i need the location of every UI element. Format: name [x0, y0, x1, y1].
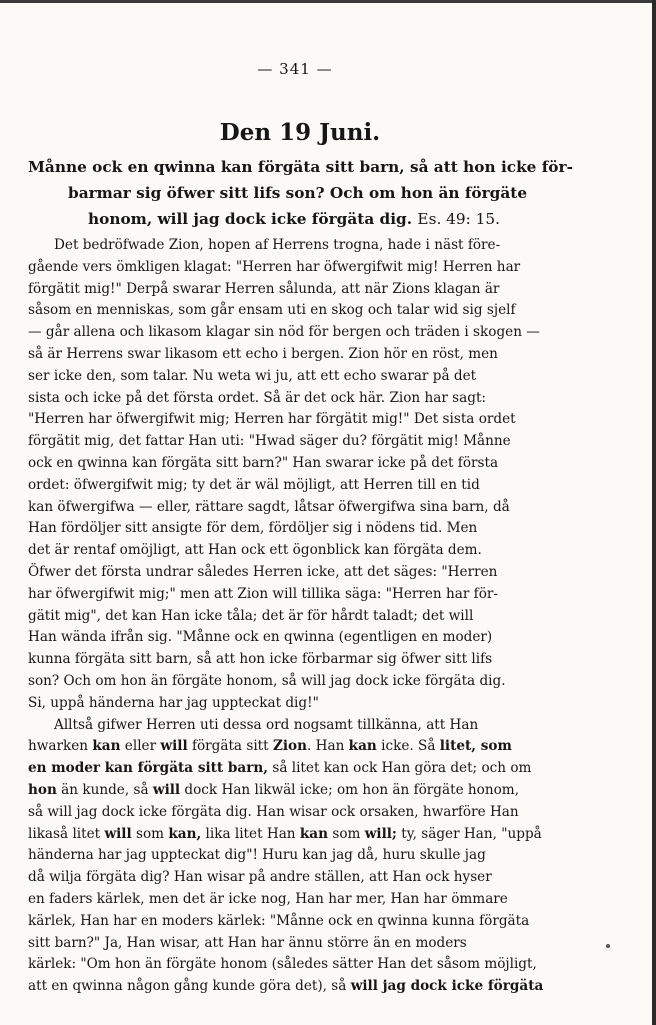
text-segment: händerna har jag uppteckat dig"! Huru kan jag då, huru skulle jag — [28, 847, 486, 864]
print-speck — [606, 944, 610, 948]
page-title: Den 19 Juni. — [219, 119, 381, 146]
text-line — [28, 758, 580, 780]
paragraph-2 — [28, 715, 580, 998]
paragraph-1 — [28, 235, 580, 715]
text-line — [28, 824, 580, 846]
text-line: gående vers ömkligen klagat: "Herren har öfwergifwit mig! Herren har — [28, 258, 521, 275]
text-segment: Alltså gifwer Herren uti dessa ord nogsamt tillkänna, att Han — [54, 716, 479, 733]
text-line: kan öfwergifwa — eller, rättare sagdt, låtsar öfwergifwa sina barn, då — [28, 498, 510, 515]
emphasis-text: kan — [348, 738, 377, 755]
text-line: son? Och om hon än förgäte honom, så will jag dock icke förgäta dig. — [28, 672, 506, 689]
text-line: Det bedröfwade Zion, hopen af Herrens trogna, hade i näst före- — [54, 237, 501, 253]
emphasis-text: hon — [28, 781, 57, 798]
text-line — [28, 976, 580, 998]
text-segment: då wilja förgäta dig? Han wisar på andre ställen, att Han ock hyser — [28, 869, 492, 886]
lead-line-3-text: honom, will jag dock icke förgäta dig. — [88, 210, 413, 228]
text-line: Han fördöljer sitt ansigte för dem, fördöljer sig i nödens tid. Men — [28, 520, 478, 537]
text-line: Öfwer det första undrar således Herren icke, att det säges: "Herren — [28, 563, 498, 580]
emphasis-text: kan, — [168, 825, 202, 842]
text-line: ser icke den, som talar. Nu weta wi ju, att ett echo swarar på det — [28, 367, 477, 384]
text-line: kunna förgäta sitt barn, så att hon icke förbarmar sig öfwer sitt lifs — [28, 651, 493, 668]
text-line: det är rentaf omöjligt, att Han ock ett ögonblick kan förgäta dem. — [28, 542, 482, 559]
emphasis-text: will — [104, 825, 132, 842]
text-line: så är Herrens swar likasom ett echo i bergen. Zion hör en röst, men — [28, 345, 498, 362]
text-segment: sitt barn?" Ja, Han wisar, att Han har ännu större än en moders — [28, 934, 467, 951]
lead-line-1: Månne ock en qwinna kan förgäta sitt barn, så att hon icke för- — [28, 158, 573, 176]
text-line: "Herren har öfwergifwit mig; Herren har förgätit mig!" Det sista ordet — [28, 411, 516, 428]
text-line — [28, 954, 580, 976]
body-text — [28, 235, 580, 998]
text-segment: så litet kan ock Han göra det; och om — [268, 760, 532, 777]
text-segment: eller — [120, 738, 161, 755]
text-line — [28, 736, 580, 758]
text-line: Han wända ifrån sig. "Månne ock en qwinna (egentligen en moder) — [28, 629, 493, 646]
text-segment: hwarken — [28, 738, 93, 755]
emphasis-text: will — [152, 781, 181, 798]
scripture-reference: Es. 49: 15. — [417, 210, 500, 228]
page-top-edge — [0, 0, 656, 3]
text-line: förgätit mig!" Derpå swarar Herren sålunda, att när Zions klagan är — [28, 280, 500, 297]
text-line: har öfwergifwit mig;" men att Zion will tillika säga: "Herren har för- — [28, 585, 498, 602]
emphasis-text: en moder kan förgäta sitt barn, — [28, 760, 269, 777]
text-line — [28, 933, 580, 955]
text-segment: . Han — [306, 738, 349, 755]
text-segment: att en qwinna någon gång kunde göra det), så — [28, 978, 351, 995]
lead-line-2: barmar sig öfwer sitt lifs son? Och om hon än förgäte — [68, 184, 528, 202]
text-segment: dock Han likwäl icke; om hon än förgäte honom, — [180, 781, 520, 798]
text-line: sista och icke på det första ordet. Så är det ock här. Zion har sagt: — [28, 389, 487, 406]
text-segment: som — [328, 825, 365, 842]
emphasis-text: litet, som — [439, 738, 512, 755]
page-number: — 341 — — [257, 60, 333, 78]
text-line: gätit mig", det kan Han icke tåla; det är för hårdt taladt; det will — [28, 607, 474, 624]
emphasis-text: kan — [92, 738, 121, 755]
text-line — [28, 802, 580, 824]
text-segment: förgäta sitt — [187, 738, 273, 755]
text-line — [28, 715, 580, 737]
emphasis-text: will — [160, 738, 188, 755]
text-line — [28, 845, 580, 867]
emphasis-text: kan — [299, 825, 329, 842]
text-segment: kärlek, Han har en moders kärlek: "Månne ock en qwinna kunna förgäta — [28, 912, 530, 929]
text-line — [28, 867, 580, 889]
text-line — [28, 889, 580, 911]
text-line: ock en qwinna kan förgäta sitt barn?" Han swarar icke på det första — [28, 454, 499, 471]
emphasis-text: will; — [364, 825, 397, 842]
emphasis-text: Zion — [272, 738, 307, 755]
text-line — [28, 780, 580, 802]
text-segment: likaså litet — [28, 825, 105, 842]
text-line: såsom en menniskas, som går ensam uti en skog och talar wid sig sjelf — [28, 302, 516, 319]
lead-verse — [28, 154, 578, 232]
text-line: förgätit mig, det fattar Han uti: "Hwad säger du? förgätit mig! Månne — [28, 433, 511, 450]
text-line: — går allena och likasom klagar sin nöd för bergen och träden i skogen — — [28, 324, 540, 341]
text-segment: kärlek: "Om hon än förgäte honom (således sätter Han det såsom möjligt, — [28, 956, 537, 973]
text-segment: lika litet Han — [201, 825, 300, 842]
lead-line-3 — [28, 206, 578, 232]
text-segment: som — [131, 825, 169, 842]
text-line: Si, uppå händerna har jag uppteckat dig!" — [28, 694, 319, 711]
text-line — [28, 911, 580, 933]
text-segment: ty, säger Han, "uppå — [396, 825, 542, 842]
text-segment: en faders kärlek, men det är icke nog, Han har mer, Han har ömmare — [28, 890, 508, 907]
text-line: ordet: öfwergifwit mig; ty det är wäl möjligt, att Herren till en tid — [28, 476, 480, 493]
emphasis-text: will jag dock icke förgäta — [350, 978, 544, 995]
text-segment: så will jag dock icke förgäta dig. Han wisar ock orsaken, hwarföre Han — [28, 803, 519, 820]
text-segment: icke. Så — [376, 738, 440, 755]
page-right-edge — [652, 0, 656, 1025]
text-segment: än kunde, så — [56, 781, 153, 798]
